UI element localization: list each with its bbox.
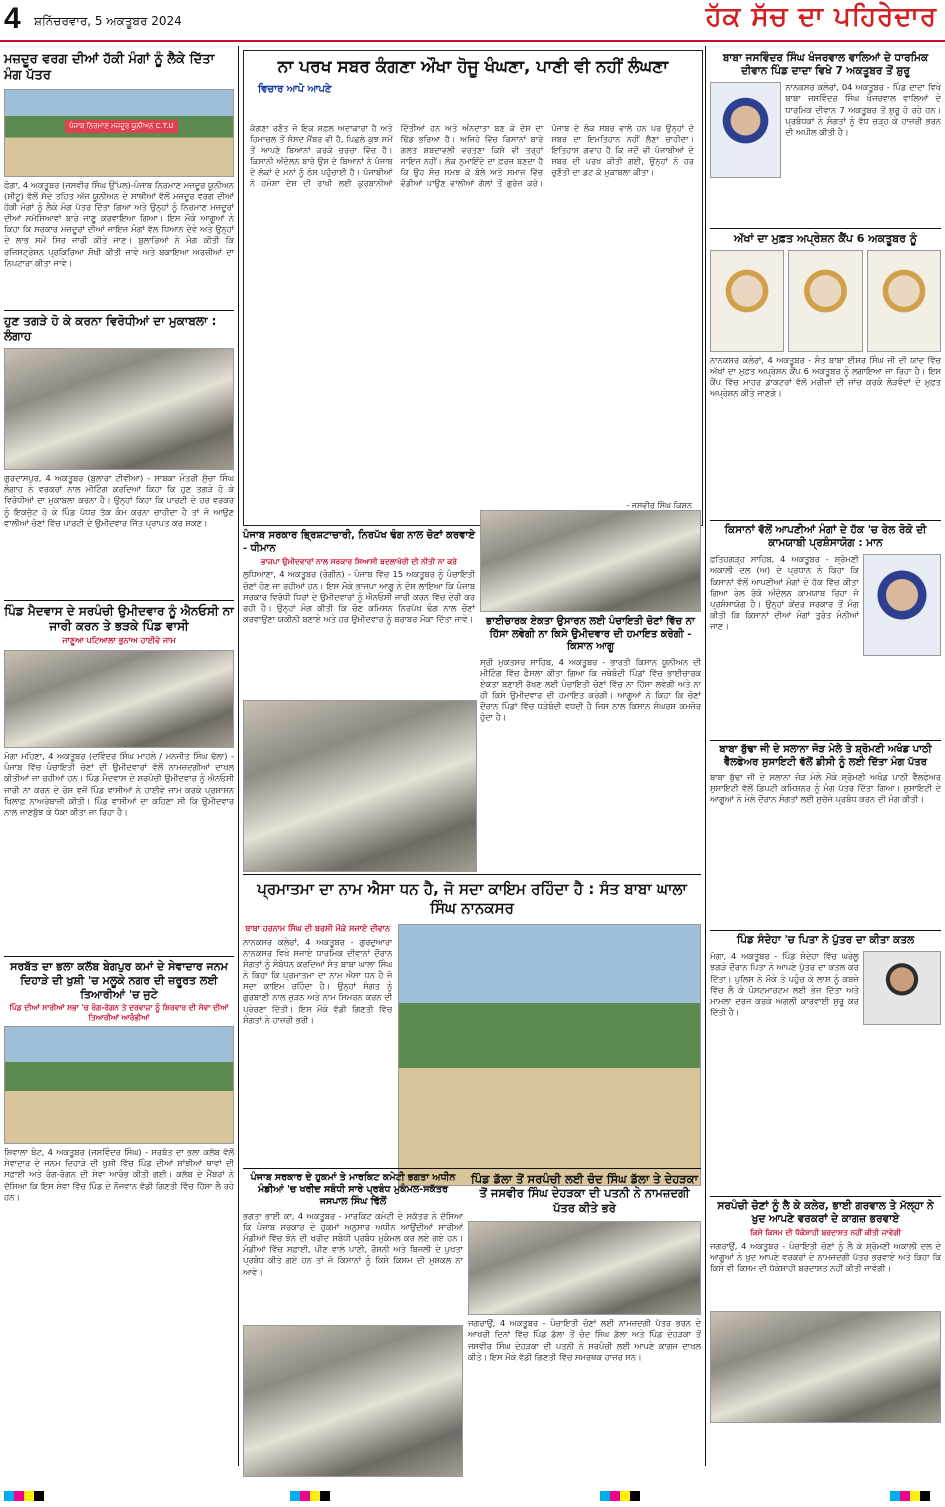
protest-banner: ਪੰਜਾਬ ਨਿਰਮਾਣ ਮਜ਼ਦੂਰ ਯੂਨੀਅਨ C.T.U xyxy=(65,120,178,133)
story-left-1 xyxy=(4,52,234,288)
portrait-row xyxy=(710,250,941,352)
subheadline: ਭਾਜਪਾ ਉਮੀਦਵਾਰਾਂ ਨਾਲ ਸਰਕਾਰ ਸਿਆਸੀ ਬਦਲਾਖੋਰੀ ਦੀ ਨੀਤੀ ਨਾ ਕਰੇ xyxy=(261,557,457,566)
headline: ਪਿੰਡ ਡੱਲਾ ਤੋਂ ਸਰਪੰਚੀ ਲਈ ਚੰਦ ਸਿੰਘ ਡੱਲਾ ਤੇ ਦੇਹੜਕਾ ਤੋਂ ਜਸਵੀਰ ਸਿੰਘ ਦੇਹੜਕਾ ਦੀ ਪਤਨੀ ਨੇ ਨਾਮਜ਼ਦਗੀ ਪੱਤਰ ਕੀਤੇ ਭਰੇ xyxy=(471,1172,698,1215)
story-body: ਗੁਰਦਾਸਪੁਰ, 4 ਅਕਤੂਬਰ (ਬੁਲਾਰਾ ਟੀਵੀਆ) - ਸਾਬਕਾ ਮੰਤਰੀ ਸੁੱਚਾ ਸਿੰਘ ਲੰਗਾਹ ਨੇ ਵਰਕਰਾਂ ਨਾਲ ਮੀਟਿੰਗ ਕਰਦਿਆਂ ਕਿਹਾ ਕਿ ਹੁਣ ਤਗੜੇ ਹੋ ਕੇ ਵਿਰੋਧੀਆਂ ਦਾ ਮੁਕਾਬਲਾ ਕਰਨਾ ਹੈ। ਉਨ੍ਹਾਂ ਕਿਹਾ ਕਿ ਪਾਰਟੀ ਦੇ ਹਰ ਵਰਕਰ ਨੂੰ ਇਕਜੁੱਟ ਹੋ ਕੇ ਪਿੰਡ ਪੱਧਰ ਤੱਕ ਕੰਮ ਕਰਨਾ ਚਾਹੀਦਾ ਹੈ ਤਾਂ ਜੋ ਆਉਣ ਵਾਲੀਆਂ ਚੋਣਾਂ ਵਿੱਚ ਪਾਰਟੀ ਦੇ ਉਮੀਦਵਾਰ ਜਿੱਤ ਪ੍ਰਾਪਤ ਕਰ ਸਕਣ। xyxy=(4,473,234,528)
story-body: ਕੰਗਣਾ ਰਣੌਤ ਜੋ ਇਕ ਸਫ਼ਲ ਅਦਾਕਾਰਾ ਹੈ ਅਤੇ ਹਿਮਾਚਲ ਤੋਂ ਸੰਸਦ ਮੈਂਬਰ ਵੀ ਹੈ, ਪਿਛਲੇ ਕੁਝ ਸਮੇਂ ਤੋਂ ਆਪਣੇ ਬਿਆਨਾਂ ਕਰਕੇ ਚਰਚਾ ਵਿੱਚ ਹੈ। ਕਿਸਾਨੀ ਅੰਦੋਲਨ ਬਾਰੇ ਉਸ ਦੇ ਬਿਆਨਾਂ ਨੇ ਪੰਜਾਬ ਦੇ ਲੋਕਾਂ ਦੇ ਮਨਾਂ ਨੂੰ ਠੇਸ ਪਹੁੰਚਾਈ ਹੈ। ਪੰਜਾਬੀਆਂ ਨੇ ਹਮੇਸ਼ਾ ਦੇਸ਼ ਦੀ ਰਾਖੀ ਲਈ ਕੁਰਬਾਨੀਆਂ ਦਿੱਤੀਆਂ ਹਨ ਅਤੇ ਅੰਨਦਾਤਾ ਬਣ ਕੇ ਦੇਸ਼ ਦਾ ਢਿੱਡ ਭਰਿਆ ਹੈ। ਅਜਿਹੇ ਵਿੱਚ ਕਿਸਾਨਾਂ ਬਾਰੇ ਗਲਤ ਸ਼ਬਦਾਵਲੀ ਵਰਤਣਾ ਕਿਸੇ ਵੀ ਤਰ੍ਹਾਂ ਜਾਇਜ਼ ਨਹੀਂ। ਲੋਕ ਨੁਮਾਇੰਦੇ ਦਾ ਫ਼ਰਜ਼ ਬਣਦਾ ਹੈ ਕਿ ਉਹ ਸੋਚ ਸਮਝ ਕੇ ਬੋਲੇ ਅਤੇ ਸਮਾਜ ਵਿੱਚ ਵੰਡੀਆਂ ਪਾਉਣ ਵਾਲੀਆਂ ਗੱਲਾਂ ਤੋਂ ਗੁਰੇਜ਼ ਕਰੇ। ਪੰਜਾਬ ਦੇ ਲੋਕ ਸਬਰ ਵਾਲੇ ਹਨ ਪਰ ਉਨ੍ਹਾਂ ਦੇ ਸਬਰ ਦਾ ਇਮਤਿਹਾਨ ਨਹੀਂ ਲੈਣਾ ਚਾਹੀਦਾ। ਇਤਿਹਾਸ ਗਵਾਹ ਹੈ ਕਿ ਜਦੋਂ ਵੀ ਪੰਜਾਬੀਆਂ ਦੇ ਸਬਰ ਦੀ ਪਰਖ ਕੀਤੀ ਗਈ, ਉਨ੍ਹਾਂ ਨੇ ਹਰ ਚੁਣੌਤੀ ਦਾ ਡਟ ਕੇ ਮੁਕਾਬਲਾ ਕੀਤਾ। xyxy=(250,123,694,189)
story-photo xyxy=(4,1026,234,1144)
registration-marks-right xyxy=(890,1491,930,1501)
story-mid-4 xyxy=(243,1172,463,1477)
story-photo xyxy=(480,510,701,612)
headline: ਪੰਜਾਬ ਸਰਕਾਰ ਭ੍ਰਿਸ਼ਟਾਚਾਰੀ, ਨਿਰਪੱਖ ਢੰਗ ਨਾਲ ਚੋਣਾਂ ਕਰਵਾਏ - ਧੀਮਾਨ xyxy=(243,530,475,554)
story-left-3 xyxy=(4,604,234,961)
headline: ਸਰਪੰਚੀ ਚੋਣਾਂ ਨੂੰ ਲੈ ਕੇ ਕਲੇਰ, ਭਾਈ ਗਰਵਾਲ ਤੇ ਮੱਲ੍ਹਾ ਨੇ ਖੁਦ ਆਪਣੇ ਵਰਕਰਾਂ ਦੇ ਕਾਗਜ਼ ਭਰਵਾਏ xyxy=(717,1200,934,1226)
story-left-2 xyxy=(4,314,234,623)
story-photo xyxy=(4,348,234,470)
headline: ਪਿੰਡ ਸੰਦੇਹਾ 'ਚ ਪਿਤਾ ਨੇ ਪੁੱਤਰ ਦਾ ਕੀਤਾ ਕਤਲ xyxy=(736,934,915,946)
story-right-6 xyxy=(710,1200,941,1423)
story-left-4 xyxy=(4,960,234,1437)
headline: ਮਜ਼ਦੂਰ ਵਰਗ ਦੀਆਂ ਹੱਕੀ ਮੰਗਾਂ ਨੂੰ ਲੈਕੇ ਦਿੱਤਾ ਮੰਗ ਪੱਤਰ xyxy=(4,52,215,84)
story-photo xyxy=(243,1325,463,1477)
author-name: - ਜਸਵੀਰ ਸਿੰਘ ਕਿਸ਼ਨ xyxy=(626,501,692,510)
story-body: ਫੋਗਾ, 4 ਅਕਤੂਬਰ (ਜਸਵੀਰ ਸਿੰਘ ਉੱਪਲ)-ਪੰਜਾਬ ਨਿਰਮਾਣ ਮਜ਼ਦੂਰ ਯੂਨੀਅਨ (ਸੀਟੂ) ਵੱਲੋਂ ਸੱਦੇ ਤਹਿਤ ਅੱਜ ਯੂਨੀਅਨ ਦੇ ਸਾਥੀਆਂ ਵੱਲੋਂ ਮਜ਼ਦੂਰ ਵਰਗ ਦੀਆਂ ਹੱਕੀ ਮੰਗਾਂ ਨੂੰ ਲੈਕੇ ਮੰਗ ਪੱਤਰ ਦਿੱਤਾ ਗਿਆ ਅਤੇ ਉਨ੍ਹਾਂ ਨੂੰ ਨਿਰਮਾਣ ਮਜ਼ਦੂਰਾਂ ਦੀਆਂ ਸਮੱਸਿਆਵਾਂ ਬਾਰੇ ਜਾਣੂ ਕਰਵਾਇਆ ਗਿਆ। ਇਸ ਮੌਕੇ ਆਗੂਆਂ ਨੇ ਕਿਹਾ ਕਿ ਸਰਕਾਰ ਮਜ਼ਦੂਰਾਂ ਦੀਆਂ ਜਾਇਜ਼ ਮੰਗਾਂ ਵੱਲ ਧਿਆਨ ਦੇਵੇ ਅਤੇ ਉਨ੍ਹਾਂ ਦੇ ਲਾਭ ਸਮੇਂ ਸਿਰ ਜਾਰੀ ਕੀਤੇ ਜਾਣ। ਬੁਲਾਰਿਆਂ ਨੇ ਮੰਗ ਕੀਤੀ ਕਿ ਰਜਿਸਟ੍ਰੇਸ਼ਨ ਪ੍ਰਕਿਰਿਆ ਸੌਖੀ ਕੀਤੀ ਜਾਵੇ ਅਤੇ ਬਕਾਇਆ ਅਰਜ਼ੀਆਂ ਦਾ ਨਿਪਟਾਰਾ ਕੀਤਾ ਜਾਵੇ। xyxy=(4,179,234,268)
story-body: ਲੁਧਿਆਣਾ, 4 ਅਕਤੂਬਰ (ਰੰਗੀਨ) - ਪੰਜਾਬ ਵਿੱਚ 15 ਅਕਤੂਬਰ ਨੂੰ ਪੰਚਾਇਤੀ ਚੋਣਾਂ ਹੋਣ ਜਾ ਰਹੀਆਂ ਹਨ। ਇਸ ਮੌਕੇ ਭਾਜਪਾ ਆਗੂ ਨੇ ਦੋਸ਼ ਲਾਇਆ ਕਿ ਪੰਜਾਬ ਸਰਕਾਰ ਵਿਰੋਧੀ ਧਿਰਾਂ ਦੇ ਉਮੀਦਵਾਰਾਂ ਨੂੰ ਐਨਓਸੀ ਜਾਰੀ ਕਰਨ ਵਿੱਚ ਦੇਰੀ ਕਰ ਰਹੀ ਹੈ। ਉਨ੍ਹਾਂ ਮੰਗ ਕੀਤੀ ਕਿ ਚੋਣ ਕਮਿਸ਼ਨ ਨਿਰਪੱਖ ਢੰਗ ਨਾਲ ਚੋਣਾਂ ਕਰਵਾਉਣਾ ਯਕੀਨੀ ਬਣਾਏ ਅਤੇ ਹਰ ਉਮੀਦਵਾਰ ਨੂੰ ਬਰਾਬਰ ਮੌਕਾ ਦਿੱਤਾ ਜਾਵੇ। xyxy=(243,569,475,625)
story-photo xyxy=(468,1221,701,1315)
headline: ਸਰਬੱਤ ਦਾ ਭਲਾ ਕਲੱਬ ਬੇਗਪੁਰ ਕਮਾਂ ਦੇ ਸੇਵਾਦਾਰ ਜਨਮ ਦਿਹਾੜੇ ਦੀ ਖੁਸ਼ੀ 'ਚ ਮਲੂਕੇ ਨਗਰ ਦੀ ਜ਼ਰੂਰਤ ਲਈ ਤਿਆਰੀਆਂ 'ਚ ਜੁਟੇ xyxy=(10,960,228,1001)
subheadline: ਕਿਸੇ ਕਿਸਮ ਦੀ ਧੱਕੇਸ਼ਾਹੀ ਬਰਦਾਸ਼ਤ ਨਹੀਂ ਕੀਤੀ ਜਾਵੇਗੀ xyxy=(750,1228,901,1238)
portrait-photo xyxy=(863,951,941,1025)
headline: ਪੰਜਾਬ ਸਰਕਾਰ ਦੇ ਹੁਕਮਾਂ ਤੇ ਮਾਰਕਿਟ ਕਮੇਟੀ ਭਗਤਾ ਅਧੀਨ ਮੰਡੀਆਂ 'ਚ ਖਰੀਦ ਸਬੰਧੀ ਸਾਰੇ ਪ੍ਰਬੰਧ ਮੁਕੰਮਲ-ਸਕੱਤਰ ਜਸਪਾਲ ਸਿੰਘ ਢਿੱਲੋਂ xyxy=(250,1172,456,1207)
story-body: ਮੋਗਾ, 4 ਅਕਤੂਬਰ - ਪਿੰਡ ਸੰਦੇਹਾ ਵਿੱਚ ਘਰੇਲੂ ਝਗੜੇ ਦੌਰਾਨ ਪਿਤਾ ਨੇ ਆਪਣੇ ਪੁੱਤਰ ਦਾ ਕਤਲ ਕਰ ਦਿੱਤਾ। ਪੁਲਿਸ ਨੇ ਮੌਕੇ ਤੇ ਪਹੁੰਚ ਕੇ ਲਾਸ਼ ਨੂੰ ਕਬਜ਼ੇ ਵਿੱਚ ਲੈ ਕੇ ਪੋਸਟਮਾਰਟਮ ਲਈ ਭੇਜ ਦਿੱਤਾ ਅਤੇ ਮਾਮਲਾ ਦਰਜ ਕਰਕੇ ਅਗਲੀ ਕਾਰਵਾਈ ਸ਼ੁਰੂ ਕਰ ਦਿੱਤੀ ਹੈ। xyxy=(710,951,859,1018)
story-mid-5 xyxy=(468,1172,701,1478)
registration-marks-left xyxy=(4,1491,44,1501)
story-right-3 xyxy=(710,524,941,724)
registration-marks-center-right xyxy=(600,1491,640,1501)
story-body: ਸ਼ਿਵਾਲਾ ਬੰਟ, 4 ਅਕਤੂਬਰ (ਜਸਵਿੰਦਰ ਸਿੰਘ) - ਸਰਬੱਤ ਦਾ ਭਲਾ ਕਲੱਬ ਵੱਲੋਂ ਸੇਵਾਦਾਰ ਦੇ ਜਨਮ ਦਿਹਾੜੇ ਦੀ ਖੁਸ਼ੀ ਵਿੱਚ ਪਿੰਡ ਦੀਆਂ ਸਾਂਝੀਆਂ ਥਾਵਾਂ ਦੀ ਸਫ਼ਾਈ ਅਤੇ ਰੰਗ-ਰੋਗਨ ਦੀ ਸੇਵਾ ਆਰੰਭ ਕੀਤੀ ਗਈ। ਕਲੱਬ ਦੇ ਮੈਂਬਰਾਂ ਨੇ ਦੱਸਿਆ ਕਿ ਇਸ ਸੇਵਾ ਵਿੱਚ ਪਿੰਡ ਦੇ ਨੌਜਵਾਨ ਵੱਡੀ ਗਿਣਤੀ ਵਿੱਚ ਹਿੱਸਾ ਲੈ ਰਹੇ ਹਨ। xyxy=(4,1147,234,1202)
portrait-photo xyxy=(788,250,862,352)
headline: ਪ੍ਰਮਾਤਮਾ ਦਾ ਨਾਮ ਐਸਾ ਧਨ ਹੈ, ਜੋ ਸਦਾ ਕਾਇਮ ਰਹਿੰਦਾ ਹੈ : ਸੰਤ ਬਾਬਾ ਘਾਲਾ ਸਿੰਘ ਨਾਨਕਸਰ xyxy=(257,880,687,917)
story-right-1 xyxy=(710,52,941,232)
page-header xyxy=(0,0,945,42)
portrait-photo xyxy=(867,250,941,352)
story-photo xyxy=(398,924,701,1186)
headline: ਬਾਬਾ ਜਸਵਿੰਦਰ ਸਿੰਘ ਖੰਜਰਵਾਲ ਵਾਲਿਆਂ ਦੇ ਧਾਰਮਿਕ ਦੀਵਾਨ ਪਿੰਡ ਦਾਦਾ ਵਿਖੇ 7 ਅਕਤੂਬਰ ਤੋਂ ਸ਼ੁਰੂ xyxy=(722,52,929,78)
portrait-photo xyxy=(863,554,941,656)
subheadline: ਬਾਬਾ ਹਰਨਾਮ ਸਿੰਘ ਦੀ ਬਰਸੀ ਮੌਕੇ ਸਜਾਏ ਦੀਵਾਨ xyxy=(245,923,390,933)
story-photo-mid xyxy=(243,700,477,872)
page-number: 4 xyxy=(4,2,21,35)
headline: ਪਿੰਡ ਮੈਦਵਾਸ ਦੇ ਸਰਪੰਚੀ ਉਮੀਦਵਾਰ ਨੂੰ ਐਨਓਸੀ ਨਾ ਜਾਰੀ ਕਰਨ ਤੇ ਭੜਕੇ ਪਿੰਡ ਵਾਸੀ xyxy=(4,604,234,633)
story-photo xyxy=(710,1311,941,1423)
headline: ਕਿਸਾਨਾਂ ਵੱਲੋਂ ਆਪਣੀਆਂ ਮੰਗਾਂ ਦੇ ਹੱਕ 'ਚ ਰੇਲ ਰੋਕੋ ਦੀ ਕਾਮਯਾਬੀ ਪ੍ਰਸ਼ੰਸਾਯੋਗ : ਮਾਨ xyxy=(724,524,927,550)
story-right-2 xyxy=(710,232,941,501)
kicker: ਵਿਚਾਰ ਆਪੋ ਆਪਣੇ xyxy=(258,84,332,96)
headline: ਭਾਈਚਾਰਕ ਏਕਤਾ ਉਸਾਰਨ ਲਈ ਪੰਚਾਇਤੀ ਚੋਣਾਂ ਵਿੱਚ ਨਾ ਹਿੱਸਾ ਲਵੇਗੀ ਨਾ ਕਿਸੇ ਉਮੀਦਵਾਰ ਦੀ ਹਮਾਇਤ ਕਰੇਗੀ - ਕਿਸਾਨ ਆਗੂ xyxy=(486,616,695,652)
story-right-4 xyxy=(710,744,941,922)
masthead-logo: ਹੱਕ ਸੱਚ ਦਾ ਪਹਿਰੇਦਾਰ xyxy=(705,2,937,32)
subheadline: ਜਾਣੂਆ ਪਟਿਆਲਾ ਭੁਨਾਅ ਹਾਈਵੇ ਜਾਮ xyxy=(62,636,176,645)
headline: ਬਾਬਾ ਬੁੱਢਾ ਜੀ ਦੇ ਸਲਾਨਾ ਜੋੜ ਮੇਲੇ ਤੇ ਸ਼੍ਰੋਮਣੀ ਅਖੰਡ ਪਾਠੀ ਵੈੱਲਫੇਅਰ ਸੁਸਾਇਟੀ ਵੱਲੋਂ ਡੀਸੀ ਨੂੰ ਲਈ ਦਿੱਤਾ ਮੰਗ ਪੱਤਰ xyxy=(719,744,932,768)
story-body: ਜਗਰਾਉਂ, 4 ਅਕਤੂਬਰ - ਪੰਚਾਇਤੀ ਚੋਣਾਂ ਨੂੰ ਲੈ ਕੇ ਸ਼੍ਰੋਮਣੀ ਅਕਾਲੀ ਦਲ ਦੇ ਆਗੂਆਂ ਨੇ ਖੁਦ ਆਪਣੇ ਵਰਕਰਾਂ ਦੇ ਨਾਮਜ਼ਦਗੀ ਪੱਤਰ ਭਰਵਾਏ ਅਤੇ ਕਿਹਾ ਕਿ ਕਿਸੇ ਵੀ ਕਿਸਮ ਦੀ ਧੱਕੇਸ਼ਾਹੀ ਬਰਦਾਸ਼ਤ ਨਹੀਂ ਕੀਤੀ ਜਾਵੇਗੀ। xyxy=(710,1240,941,1273)
story-photo xyxy=(4,89,234,177)
portrait-photo xyxy=(710,82,781,178)
story-mid-2 xyxy=(480,510,701,877)
headline: ਹੁਣ ਤਗੜੇ ਹੋ ਕੇ ਕਰਨਾ ਵਿਰੋਧੀਆਂ ਦਾ ਮੁਕਾਬਲਾ : ਲੰਗਾਹ xyxy=(4,314,217,343)
story-body: ਨਾਨਕਸਰ ਕਲੇਰਾਂ, 4 ਅਕਤੂਬਰ - ਗੁਰਦੁਆਰਾ ਨਾਨਕਸਰ ਵਿਖੇ ਸਜਾਏ ਧਾਰਮਿਕ ਦੀਵਾਨਾਂ ਦੌਰਾਨ ਸੰਗਤਾਂ ਨੂੰ ਸੰਬੋਧਨ ਕਰਦਿਆਂ ਸੰਤ ਬਾਬਾ ਘਾਲਾ ਸਿੰਘ ਨੇ ਕਿਹਾ ਕਿ ਪ੍ਰਮਾਤਮਾ ਦਾ ਨਾਮ ਐਸਾ ਧਨ ਹੈ ਜੋ ਸਦਾ ਕਾਇਮ ਰਹਿੰਦਾ ਹੈ। ਉਨ੍ਹਾਂ ਸੰਗਤ ਨੂੰ ਗੁਰਬਾਣੀ ਨਾਲ ਜੁੜਨ ਅਤੇ ਨਾਮ ਸਿਮਰਨ ਕਰਨ ਦੀ ਪ੍ਰੇਰਣਾ ਦਿੱਤੀ। ਇਸ ਮੌਕੇ ਵੱਡੀ ਗਿਣਤੀ ਵਿੱਚ ਸੰਗਤਾਂ ਨੇ ਹਾਜ਼ਰੀ ਭਰੀ। xyxy=(243,936,393,1025)
story-body: ਜਗਰਾਉਂ, 4 ਅਕਤੂਬਰ - ਪੰਚਾਇਤੀ ਚੋਣਾਂ ਲਈ ਨਾਮਜ਼ਦਗੀ ਪੱਤਰ ਭਰਨ ਦੇ ਆਖਰੀ ਦਿਨਾਂ ਵਿੱਚ ਪਿੰਡ ਡੱਲਾ ਤੋਂ ਚੰਦ ਸਿੰਘ ਡੱਲਾ ਅਤੇ ਪਿੰਡ ਦੇਹੜਕਾ ਤੋਂ ਜਸਵੀਰ ਸਿੰਘ ਦੇਹੜਕਾ ਦੀ ਪਤਨੀ ਨੇ ਸਰਪੰਚੀ ਲਈ ਆਪਣੇ ਕਾਗਜ਼ ਦਾਖਲ ਕੀਤੇ। ਇਸ ਮੌਕੇ ਵੱਡੀ ਗਿਣਤੀ ਵਿੱਚ ਸਮਰਥਕ ਹਾਜ਼ਰ ਸਨ। xyxy=(468,1318,701,1362)
story-body: ਨਾਨਕਸਰ ਕਲੇਰਾਂ, 4 ਅਕਤੂਬਰ - ਸੰਤ ਬਾਬਾ ਈਸ਼ਰ ਸਿੰਘ ਜੀ ਦੀ ਯਾਦ ਵਿੱਚ ਅੱਖਾਂ ਦਾ ਮੁਫ਼ਤ ਅਪ੍ਰੇਸ਼ਨ ਕੈਂਪ 6 ਅਕਤੂਬਰ ਨੂੰ ਲਗਾਇਆ ਜਾ ਰਿਹਾ ਹੈ। ਇਸ ਕੈਂਪ ਵਿੱਚ ਮਾਹਰ ਡਾਕਟਰਾਂ ਵੱਲੋਂ ਮਰੀਜ਼ਾਂ ਦੀ ਜਾਂਚ ਕਰਕੇ ਲੋੜਵੰਦਾਂ ਦੇ ਮੁਫ਼ਤ ਅਪ੍ਰੇਸ਼ਨ ਕੀਤੇ ਜਾਣਗੇ। xyxy=(710,354,941,399)
lead-story xyxy=(243,50,703,526)
story-body: ਫ਼ਤਿਹਗੜ੍ਹ ਸਾਹਿਬ, 4 ਅਕਤੂਬਰ - ਸ਼੍ਰੋਮਣੀ ਅਕਾਲੀ ਦਲ (ਅ) ਦੇ ਪ੍ਰਧਾਨ ਨੇ ਕਿਹਾ ਕਿ ਕਿਸਾਨਾਂ ਵੱਲੋਂ ਆਪਣੀਆਂ ਮੰਗਾਂ ਦੇ ਹੱਕ ਵਿੱਚ ਕੀਤਾ ਗਿਆ ਰੇਲ ਰੋਕੋ ਅੰਦੋਲਨ ਕਾਮਯਾਬ ਰਿਹਾ ਜੋ ਪ੍ਰਸ਼ੰਸਾਯੋਗ ਹੈ। ਉਨ੍ਹਾਂ ਕੇਂਦਰ ਸਰਕਾਰ ਤੋਂ ਮੰਗ ਕੀਤੀ ਕਿ ਕਿਸਾਨਾਂ ਦੀਆਂ ਮੰਗਾਂ ਤੁਰੰਤ ਮੰਨੀਆਂ ਜਾਣ। xyxy=(710,554,859,632)
story-right-5 xyxy=(710,934,941,1151)
headline: ਨਾ ਪਰਖ ਸਬਰ ਕੰਗਣਾ ਔਖਾ ਹੋਜੂ ਖੰਘਣਾ, ਪਾਣੀ ਵੀ ਨਹੀਂ ਲੰਘਣਾ xyxy=(277,57,669,77)
registration-marks-center-left xyxy=(290,1491,330,1501)
story-body: ਮੋਗਾ ਮਹਿਣਾ, 4 ਅਕਤੂਬਰ (ਦਵਿੰਦਰ ਸਿੰਘ ਮਾਹਲੇ / ਮਨਜੀਤ ਸਿੰਘ ਢੱਲਾ) - ਪੰਜਾਬ ਵਿੱਚ ਪੰਚਾਇਤੀ ਚੋਣਾਂ ਦੀ ਉਮੀਦਵਾਰਾਂ ਵੱਲੋਂ ਨਾਮਜ਼ਦਗੀਆਂ ਦਾਖਲ ਕੀਤੀਆਂ ਜਾ ਰਹੀਆਂ ਹਨ। ਪਿੰਡ ਮੈਦਵਾਸ ਦੇ ਸਰਪੰਚੀ ਉਮੀਦਵਾਰ ਨੂੰ ਐਨਓਸੀ ਜਾਰੀ ਨਾ ਕਰਨ ਦੇ ਰੋਸ ਵਜੋਂ ਪਿੰਡ ਵਾਸੀਆਂ ਨੇ ਹਾਈਵੇ ਜਾਮ ਕਰਕੇ ਪ੍ਰਸ਼ਾਸਨ ਖਿਲਾਫ਼ ਨਾਅਰੇਬਾਜ਼ੀ ਕੀਤੀ। ਪਿੰਡ ਵਾਸੀਆਂ ਦਾ ਕਹਿਣਾ ਸੀ ਕਿ ਉਮੀਦਵਾਰ ਨਾਲ ਜਾਣਬੁੱਝ ਕੇ ਧੱਕਾ ਕੀਤਾ ਜਾ ਰਿਹਾ ਹੈ। xyxy=(4,751,234,817)
story-body: ਭਗਤਾ ਭਾਈ ਕਾ, 4 ਅਕਤੂਬਰ - ਮਾਰਕਿਟ ਕਮੇਟੀ ਦੇ ਸਕੱਤਰ ਨੇ ਦੱਸਿਆ ਕਿ ਪੰਜਾਬ ਸਰਕਾਰ ਦੇ ਹੁਕਮਾਂ ਅਨੁਸਾਰ ਅਧੀਨ ਆਉਂਦੀਆਂ ਸਾਰੀਆਂ ਮੰਡੀਆਂ ਵਿੱਚ ਝੋਨੇ ਦੀ ਖਰੀਦ ਸਬੰਧੀ ਪ੍ਰਬੰਧ ਮੁਕੰਮਲ ਕਰ ਲਏ ਗਏ ਹਨ। ਮੰਡੀਆਂ ਵਿੱਚ ਸਫ਼ਾਈ, ਪੀਣ ਵਾਲੇ ਪਾਣੀ, ਰੌਸ਼ਨੀ ਅਤੇ ਬਿਜਲੀ ਦੇ ਪੁਖ਼ਤਾ ਪ੍ਰਬੰਧ ਕੀਤੇ ਗਏ ਹਨ ਤਾਂ ਜੋ ਕਿਸਾਨਾਂ ਨੂੰ ਕਿਸੇ ਕਿਸਮ ਦੀ ਮੁਸ਼ਕਲ ਨਾ ਆਵੇ। xyxy=(243,1210,463,1277)
story-body: ਨਾਨਕਸਰ ਕਲੇਰਾਂ, 04 ਅਕਤੂਬਰ - ਪਿੰਡ ਦਾਦਾ ਵਿਖੇ ਬਾਬਾ ਜਸਵਿੰਦਰ ਸਿੰਘ ਖੰਜਰਵਾਲ ਵਾਲਿਆਂ ਦੇ ਧਾਰਮਿਕ ਦੀਵਾਨ 7 ਅਕਤੂਬਰ ਤੋਂ ਸ਼ੁਰੂ ਹੋ ਰਹੇ ਹਨ। ਪ੍ਰਬੰਧਕਾਂ ਨੇ ਸੰਗਤਾਂ ਨੂੰ ਵੱਧ ਚੜ੍ਹ ਕੇ ਹਾਜ਼ਰੀ ਭਰਨ ਦੀ ਅਪੀਲ ਕੀਤੀ ਹੈ। xyxy=(785,82,941,137)
story-body: ਬਾਬਾ ਬੁੱਢਾ ਜੀ ਦੇ ਸਲਾਨਾ ਜੋੜ ਮੇਲੇ ਮੌਕੇ ਸ਼੍ਰੋਮਣੀ ਅਖੰਡ ਪਾਠੀ ਵੈੱਲਫੇਅਰ ਸੁਸਾਇਟੀ ਵੱਲੋਂ ਡਿਪਟੀ ਕਮਿਸ਼ਨਰ ਨੂੰ ਮੰਗ ਪੱਤਰ ਦਿੱਤਾ ਗਿਆ। ਸੁਸਾਇਟੀ ਦੇ ਆਗੂਆਂ ਨੇ ਮੇਲੇ ਦੌਰਾਨ ਸੰਗਤਾਂ ਲਈ ਸੁਚੱਜੇ ਪ੍ਰਬੰਧ ਕਰਨ ਦੀ ਮੰਗ ਕੀਤੀ। xyxy=(710,772,941,805)
story-mid-3 xyxy=(243,880,701,1186)
story-body: ਸ੍ਰੀ ਮੁਕਤਸਰ ਸਾਹਿਬ, 4 ਅਕਤੂਬਰ - ਭਾਰਤੀ ਕਿਸਾਨ ਯੂਨੀਅਨ ਦੀ ਮੀਟਿੰਗ ਵਿੱਚ ਫੈਸਲਾ ਕੀਤਾ ਗਿਆ ਕਿ ਜਥੇਬੰਦੀ ਪਿੰਡਾਂ ਵਿੱਚ ਭਾਈਚਾਰਕ ਏਕਤਾ ਬਣਾਈ ਰੱਖਣ ਲਈ ਪੰਚਾਇਤੀ ਚੋਣਾਂ ਵਿੱਚ ਨਾ ਹਿੱਸਾ ਲਵੇਗੀ ਅਤੇ ਨਾ ਹੀ ਕਿਸੇ ਉਮੀਦਵਾਰ ਦੀ ਹਮਾਇਤ ਕਰੇਗੀ। ਆਗੂਆਂ ਨੇ ਕਿਹਾ ਕਿ ਚੋਣਾਂ ਦੌਰਾਨ ਪਿੰਡਾਂ ਵਿੱਚ ਧੜੇਬੰਦੀ ਵਧਦੀ ਹੈ ਜਿਸ ਨਾਲ ਕਿਸਾਨ ਸੰਘਰਸ਼ ਕਮਜ਼ੋਰ ਹੁੰਦਾ ਹੈ। xyxy=(480,656,701,723)
portrait-photo xyxy=(710,250,784,352)
headline: ਅੱਖਾਂ ਦਾ ਮੁਫ਼ਤ ਅਪ੍ਰੇਸ਼ਨ ਕੈਂਪ 6 ਅਕਤੂਬਰ ਨੂੰ xyxy=(734,232,917,245)
issue-date: ਸ਼ਨਿੱਚਰਵਾਰ, 5 ਅਕਤੂਬਰ 2024 xyxy=(34,14,182,28)
subheadline: ਪਿੰਡ ਦੀਆਂ ਸਾਰੀਆਂ ਸਭਾ 'ਚ ਰੰਗ-ਰੋਗਨ ਤੇ ਦਰਵਾਜ਼ਾ ਨੂੰ ਸ਼ਿਰਵਾਰ ਦੀ ਸੇਵਾ ਦੀਆਂ ਤਿਆਰੀਆਂ ਆਰੰਭੀਆਂ xyxy=(9,1003,229,1022)
story-photo xyxy=(4,650,234,748)
